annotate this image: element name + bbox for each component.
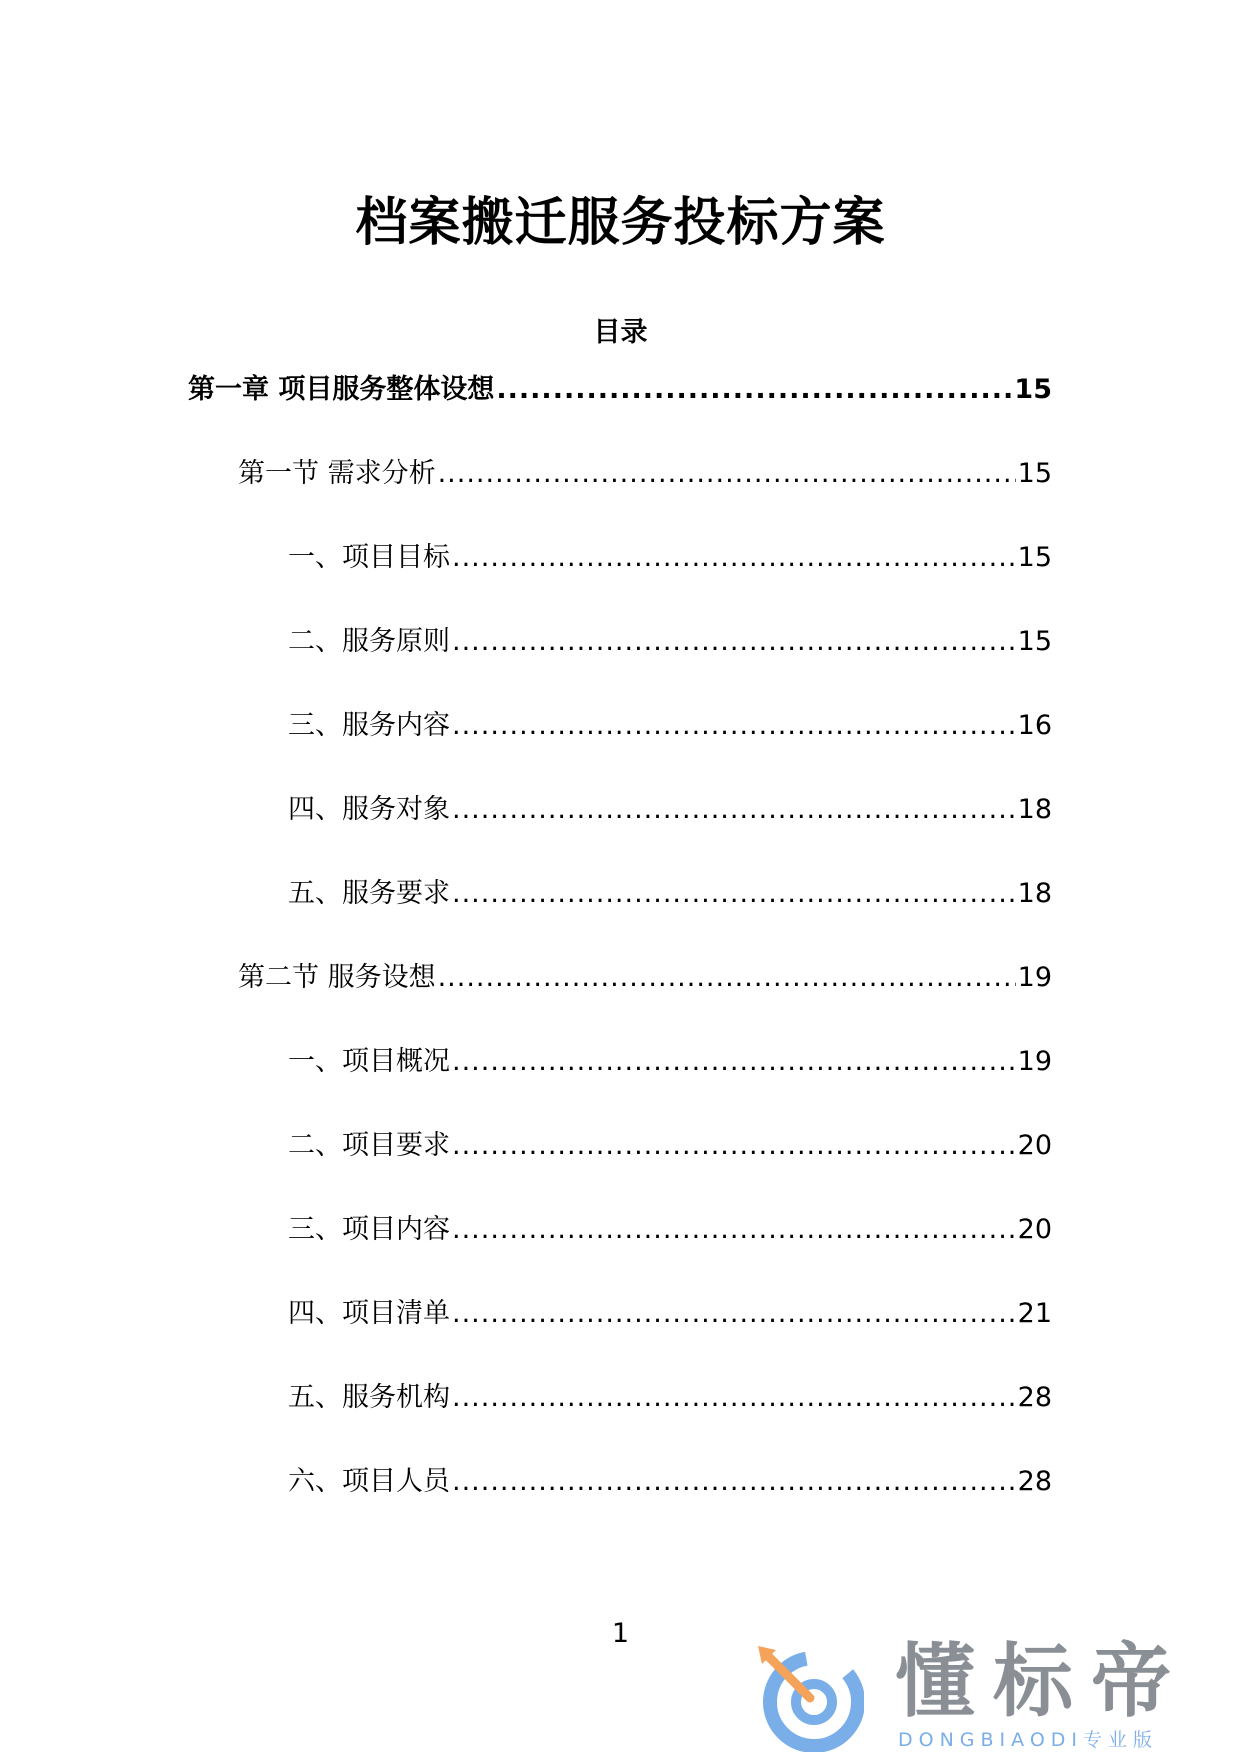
toc-entry-label: 一、项目概况 bbox=[288, 1046, 450, 1077]
watermark-brand-name: 懂标帝 bbox=[895, 1635, 1189, 1728]
toc-entry-page: 19 bbox=[1017, 962, 1052, 993]
toc-entry-page: 18 bbox=[1017, 878, 1052, 909]
toc-entry-item[interactable] bbox=[288, 1462, 1052, 1502]
watermark-subtitle: DONGBIAODI专业版 bbox=[898, 1729, 1159, 1751]
toc-entry-label: 五、服务机构 bbox=[288, 1382, 450, 1413]
toc-entry-item[interactable] bbox=[288, 790, 1052, 830]
toc-dot-leader bbox=[452, 790, 1016, 830]
toc-entry-page: 18 bbox=[1017, 794, 1052, 825]
toc-entry-item[interactable] bbox=[288, 706, 1052, 746]
toc-entry-page: 15 bbox=[1014, 374, 1052, 405]
toc-entry-label: 三、服务内容 bbox=[288, 710, 450, 741]
toc-dot-leader bbox=[452, 1462, 1016, 1502]
toc-entry-page: 28 bbox=[1017, 1382, 1052, 1413]
toc-entry-item[interactable] bbox=[288, 1294, 1052, 1334]
toc-dot-leader bbox=[452, 1126, 1016, 1166]
toc-entry-item[interactable] bbox=[288, 1378, 1052, 1418]
toc-entry-item[interactable] bbox=[288, 1126, 1052, 1166]
toc-entry-chapter-1[interactable] bbox=[188, 370, 1052, 410]
toc-dot-leader bbox=[452, 874, 1016, 914]
toc-entry-page: 20 bbox=[1017, 1214, 1052, 1245]
toc-dot-leader bbox=[452, 1210, 1016, 1250]
toc-entry-item[interactable] bbox=[288, 874, 1052, 914]
toc-entry-page: 28 bbox=[1017, 1466, 1052, 1497]
toc-entry-label: 第一节 需求分析 bbox=[238, 458, 436, 489]
toc-entry-item[interactable] bbox=[288, 622, 1052, 662]
toc-entry-label: 五、服务要求 bbox=[288, 878, 450, 909]
toc-entry-page: 16 bbox=[1017, 710, 1052, 741]
toc-dot-leader bbox=[452, 1294, 1016, 1334]
toc-entry-page: 15 bbox=[1017, 458, 1052, 489]
toc-entry-label: 第二节 服务设想 bbox=[238, 962, 436, 993]
toc-dot-leader bbox=[452, 1378, 1016, 1418]
toc-dot-leader bbox=[438, 958, 1016, 998]
toc-entry-page: 21 bbox=[1017, 1298, 1052, 1329]
toc-dot-leader bbox=[438, 454, 1016, 494]
toc-entry-section-1[interactable] bbox=[238, 454, 1052, 494]
toc-dot-leader bbox=[452, 622, 1016, 662]
toc-entry-section-2[interactable] bbox=[238, 958, 1052, 998]
toc-dot-leader bbox=[452, 706, 1016, 746]
toc-entry-page: 15 bbox=[1017, 542, 1052, 573]
toc-dot-leader bbox=[452, 1042, 1016, 1082]
toc-entry-item[interactable] bbox=[288, 1042, 1052, 1082]
toc-dot-leader bbox=[496, 370, 1012, 410]
toc-entry-label: 一、项目目标 bbox=[288, 542, 450, 573]
target-arrow-icon bbox=[752, 1642, 864, 1752]
document-title: 档案搬迁服务投标方案 bbox=[355, 193, 886, 253]
page-number: 1 bbox=[611, 1618, 630, 1649]
toc-entry-item[interactable] bbox=[288, 1210, 1052, 1250]
toc-entry-label: 二、服务原则 bbox=[288, 626, 450, 657]
toc-entry-label: 第一章 项目服务整体设想 bbox=[188, 374, 495, 405]
toc-entry-label: 二、项目要求 bbox=[288, 1130, 450, 1161]
toc-entry-item[interactable] bbox=[288, 538, 1052, 578]
toc-entry-label: 三、项目内容 bbox=[288, 1214, 450, 1245]
toc-entry-page: 15 bbox=[1017, 626, 1052, 657]
toc-entry-page: 19 bbox=[1017, 1046, 1052, 1077]
toc-entry-label: 四、项目清单 bbox=[288, 1298, 450, 1329]
toc-entry-page: 20 bbox=[1017, 1130, 1052, 1161]
toc-entry-label: 四、服务对象 bbox=[288, 794, 450, 825]
toc-dot-leader bbox=[452, 538, 1016, 578]
watermark bbox=[740, 1636, 1220, 1754]
toc-heading: 目录 bbox=[593, 317, 648, 348]
toc-entry-label: 六、项目人员 bbox=[288, 1466, 450, 1497]
